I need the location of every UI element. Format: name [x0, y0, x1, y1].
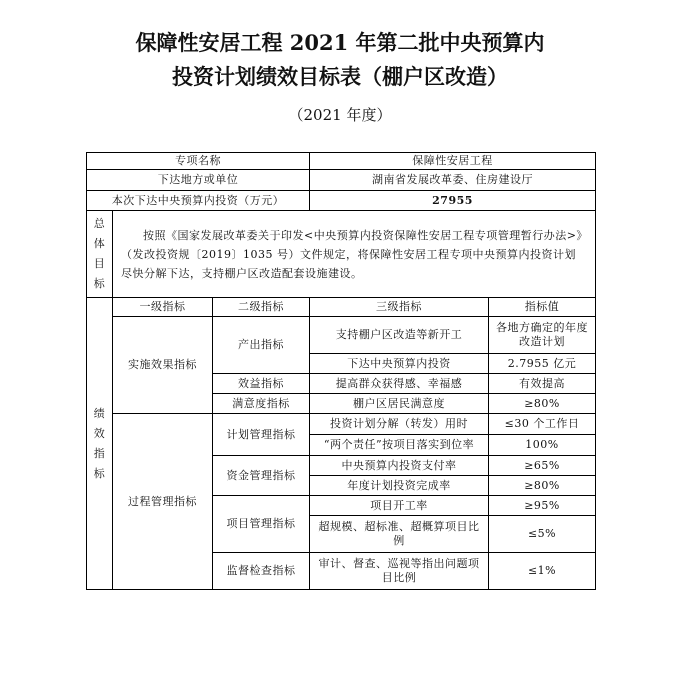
- fund-mgmt-level2: 资金管理指标: [213, 456, 310, 496]
- document-title-line2: 投资计划绩效目标表（棚户区改造）: [172, 64, 508, 89]
- project-row2-value: ≤5%: [489, 516, 596, 553]
- plan-row1-value: ≤30 个工作日: [489, 414, 596, 435]
- benefit-level3: 提高群众获得感、幸福感: [310, 374, 489, 394]
- fund-row1-value: ≥65%: [489, 456, 596, 476]
- output-row1-level3: 支持棚户区改造等新开工: [310, 317, 489, 354]
- plan-row2-value: 100%: [489, 435, 596, 456]
- project-row1-level3: 项目开工率: [310, 496, 489, 516]
- impl-effect-level1: 实施效果指标: [113, 317, 213, 414]
- project-row1-value: ≥95%: [489, 496, 596, 516]
- investment-label: 本次下达中央预算内投资（万元）: [87, 191, 310, 211]
- process-mgmt-level1: 过程管理指标: [113, 414, 213, 590]
- satisfaction-level3: 棚户区居民满意度: [310, 394, 489, 414]
- plan-mgmt-level2: 计划管理指标: [213, 414, 310, 456]
- header-level1: 一级指标: [113, 298, 213, 317]
- project-mgmt-level2: 项目管理指标: [213, 496, 310, 553]
- unit-value: 湖南省发展改革委、住房建设厅: [310, 170, 596, 191]
- investment-value: 27955: [310, 191, 596, 211]
- performance-target-table: [86, 152, 596, 590]
- fund-row1-level3: 中央预算内投资支付率: [310, 456, 489, 476]
- document-title-line1: 保障性安居工程 2021 年第二批中央预算内: [135, 30, 545, 55]
- table-row: [87, 153, 596, 170]
- overall-goal-text: 按照《国家发展改革委关于印发<中央预算内投资保障性安居工程专项管理暂行办法>》（发改投资规〔2019〕1035 号）文件规定，将保障性安居工程专项中央预算内投资计划尽快分解下达，支持棚户区改造配套设施建设。: [113, 211, 596, 298]
- plan-row2-level3: “两个责任”按项目落实到位率: [310, 435, 489, 456]
- unit-label: 下达地方或单位: [87, 170, 310, 191]
- fund-row2-level3: 年度计划投资完成率: [310, 476, 489, 496]
- supervision-value: ≤1%: [489, 553, 596, 590]
- table-row: [87, 191, 596, 211]
- project-row2-level3: 超规模、超标准、超概算项目比例: [310, 516, 489, 553]
- fund-row2-value: ≥80%: [489, 476, 596, 496]
- header-value: 指标值: [489, 298, 596, 317]
- output-level2: 产出指标: [213, 317, 310, 374]
- project-name-value: 保障性安居工程: [310, 153, 596, 170]
- plan-row1-level3: 投资计划分解（转发）用时: [310, 414, 489, 435]
- benefit-value: 有效提高: [489, 374, 596, 394]
- output-row2-level3: 下达中央预算内投资: [310, 354, 489, 374]
- supervision-level3: 审计、督查、巡视等指出问题项目比例: [310, 553, 489, 590]
- output-row1-value: 各地方确定的年度改造计划: [489, 317, 596, 354]
- table-row: [87, 298, 596, 317]
- header-level2: 二级指标: [213, 298, 310, 317]
- table-row: [87, 317, 596, 354]
- performance-indicator-label: 绩效指标: [87, 298, 113, 590]
- table-row: [87, 211, 596, 298]
- satisfaction-value: ≥80%: [489, 394, 596, 414]
- output-row2-value: 2.7955 亿元: [489, 354, 596, 374]
- table-row: [87, 170, 596, 191]
- header-level3: 三级指标: [310, 298, 489, 317]
- overall-goal-label: 总体目标: [87, 211, 113, 298]
- supervision-level2: 监督检查指标: [213, 553, 310, 590]
- satisfaction-level2: 满意度指标: [213, 394, 310, 414]
- document-year: （2021 年度）: [288, 106, 392, 124]
- table-row: [87, 414, 596, 435]
- project-name-label: 专项名称: [87, 153, 310, 170]
- benefit-level2: 效益指标: [213, 374, 310, 394]
